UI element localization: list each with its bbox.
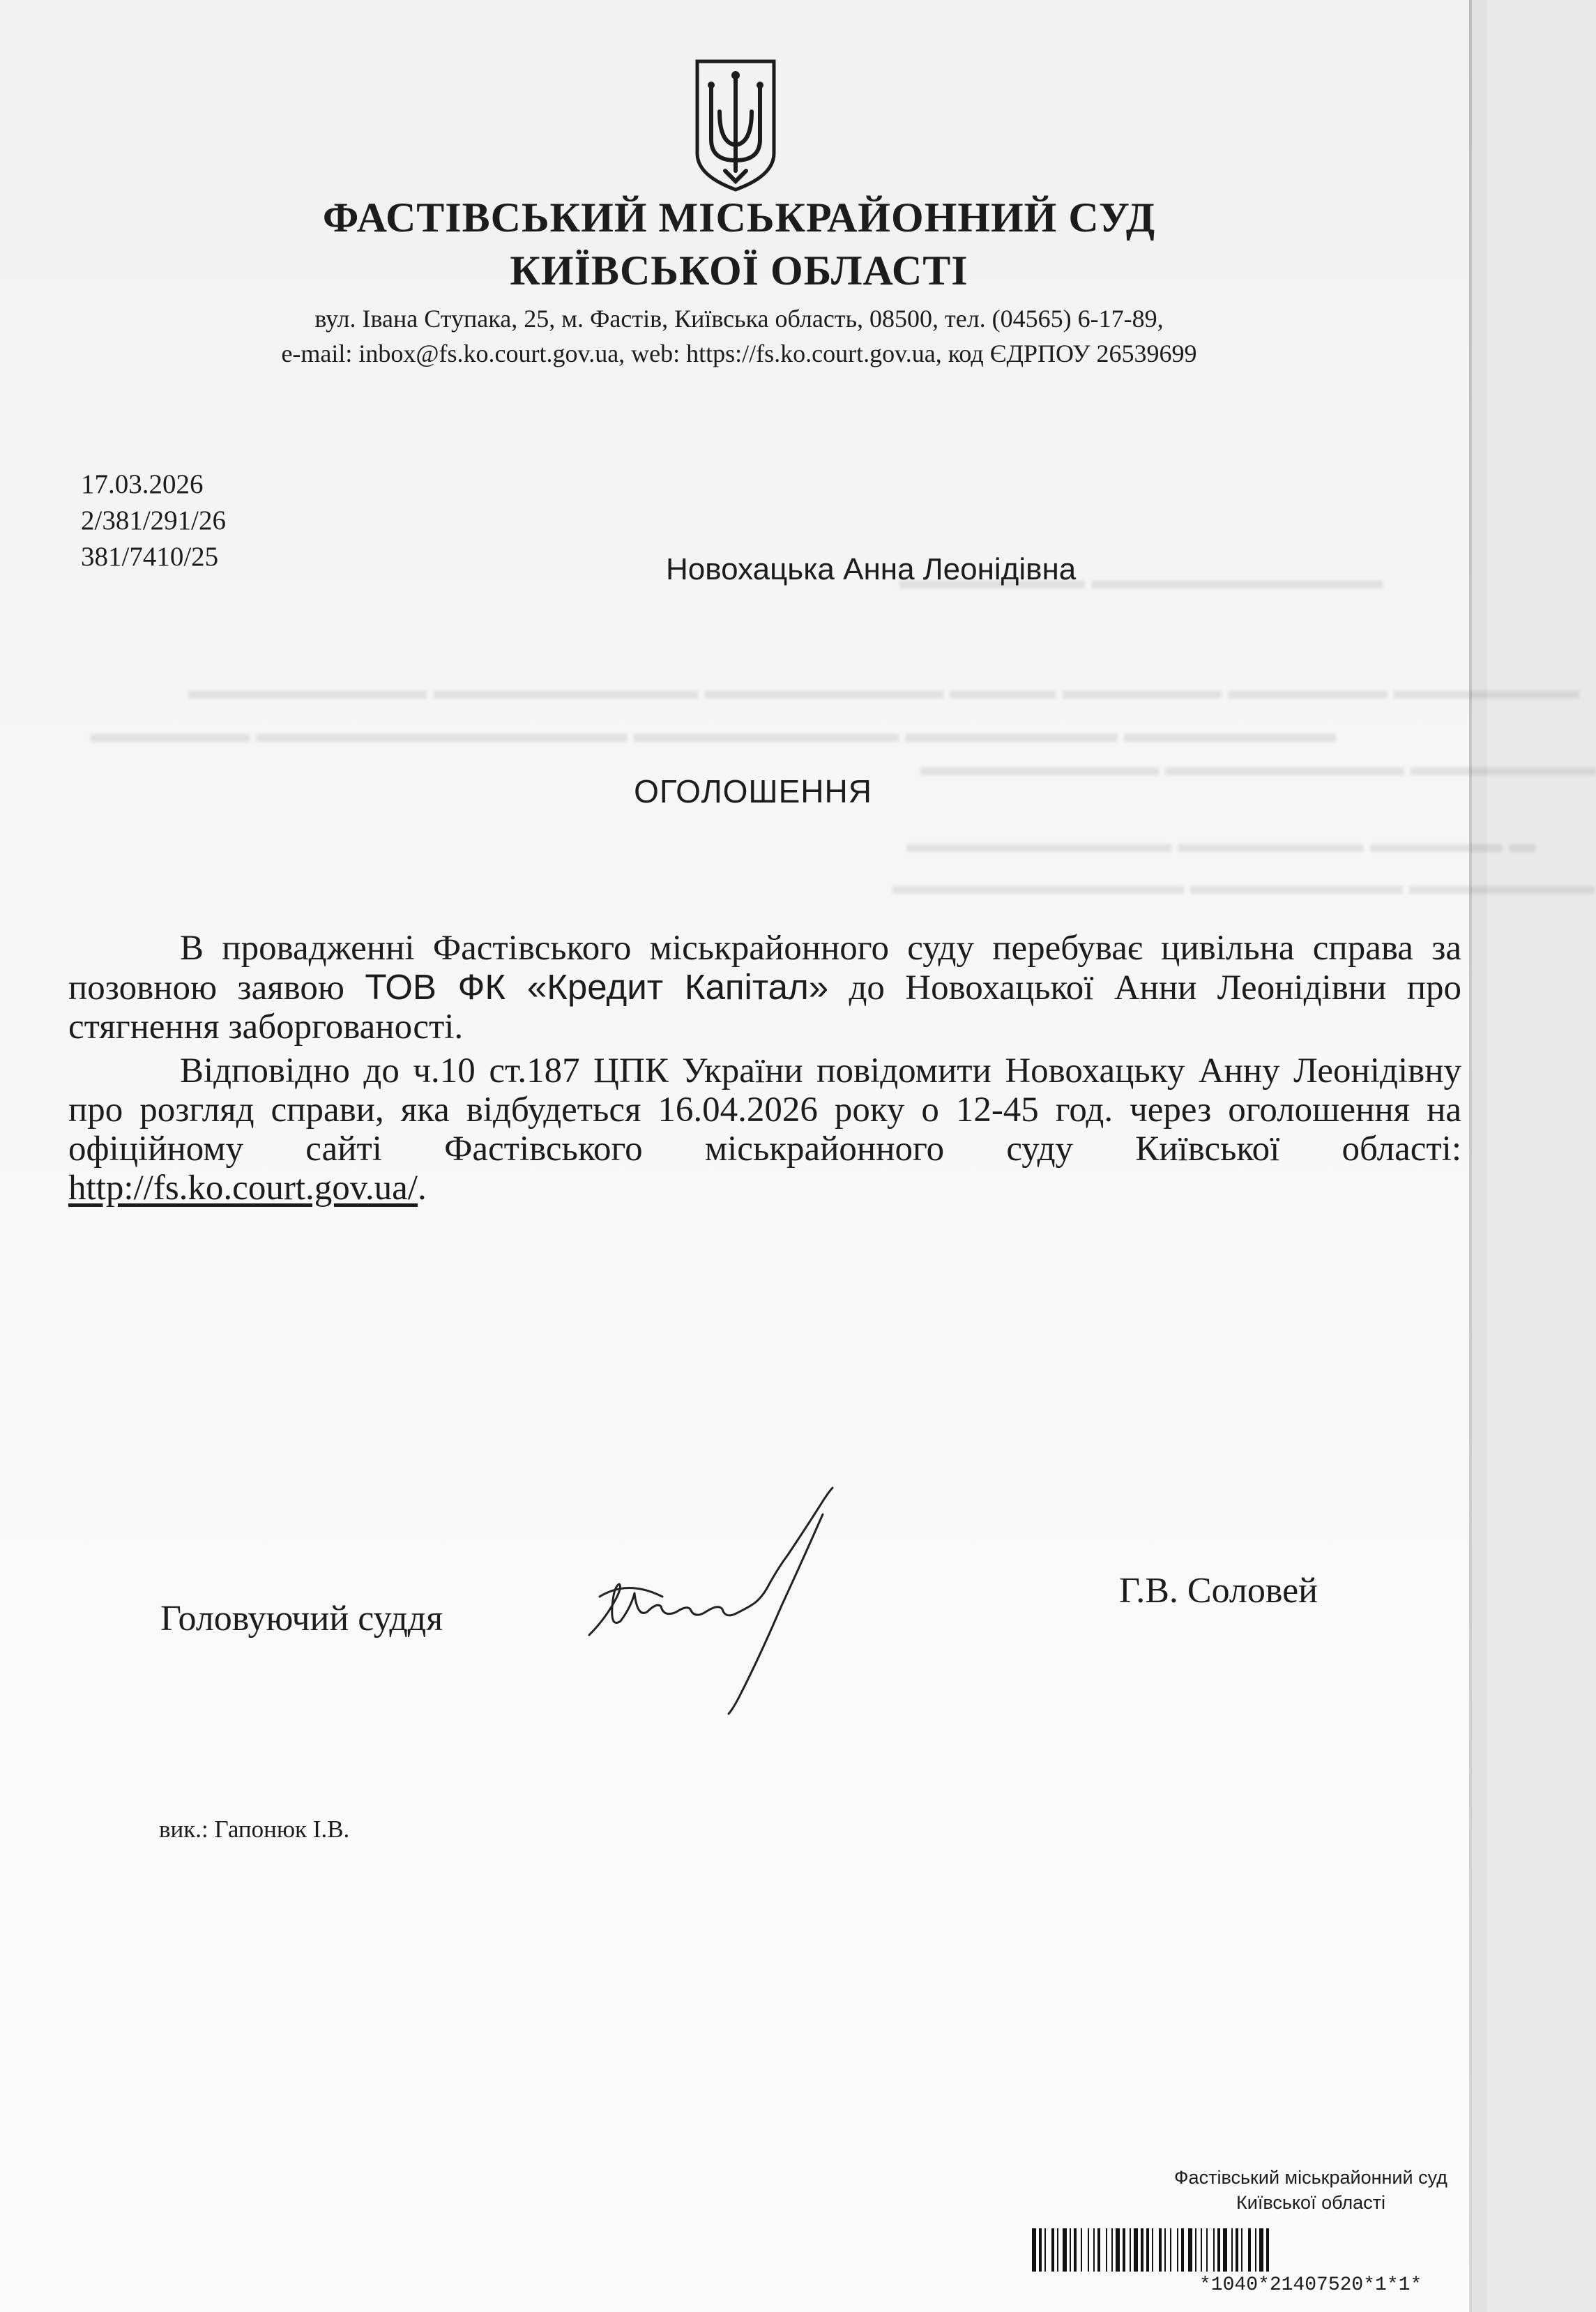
- notice-paragraph-1: [68, 929, 1461, 1047]
- plaintiff-company: ТОВ ФК «Кредит Капітал»: [365, 967, 829, 1007]
- letter-date: 17.03.2026: [81, 469, 204, 499]
- handwritten-signature-icon: [579, 1457, 913, 1736]
- barcode-number: *1040*21407520*1*1*: [1199, 2274, 1422, 2296]
- trident-emblem-icon: [690, 56, 781, 195]
- document-title: ОГОЛОШЕННЯ: [634, 773, 872, 809]
- court-name-line1: ФАСТІВСЬКИЙ МІСЬКРАЙОННИЙ СУД: [322, 195, 1156, 241]
- case-number: 381/7410/25: [81, 542, 219, 572]
- signer-role: Головуючий суддя: [160, 1599, 443, 1638]
- stamp-court-name: Фастівський міськрайонний суд: [1174, 2167, 1447, 2188]
- barcode-icon: [1031, 2226, 1477, 2274]
- paragraph-end: .: [417, 1169, 427, 1208]
- notice-paragraph-2: [68, 1051, 1461, 1208]
- show-through-text: ▬▬▬▬▬▬▬▬▬ ▬▬▬▬▬▬▬▬▬▬ ▬▬▬▬▬▬▬▬▬ ▬▬▬▬ ▬▬▬▬▬▬ ▬▬▬▬▬▬ ▬▬▬▬▬▬▬: [188, 676, 1579, 705]
- executor-name: вик.: Гапонюк І.В.: [159, 1816, 350, 1843]
- paragraph-text: до Новохацької Анни Леонідівни про стягнення заборгованості.: [68, 968, 1461, 1047]
- recipient-name: Новохацька Анна Леонідівна: [666, 552, 1077, 586]
- show-through-text: ▬▬▬▬▬▬▬▬▬ ▬▬▬▬▬▬▬▬▬ ▬▬▬▬▬▬▬: [920, 752, 1596, 782]
- court-address: вул. Івана Ступака, 25, м. Фастів, Київська область, 08500, тел. (04565) 6-17-89,: [314, 305, 1164, 333]
- show-through-text: ▬▬▬▬▬▬▬▬▬▬ ▬▬▬▬▬▬▬ ▬▬▬▬▬ ▬: [906, 829, 1536, 858]
- paragraph-text: Відповідно до ч.10 ст.187 ЦПК України повідомити Новохацьку Анну Леонідівну про розгляд справи, яка відбудеться 16.04.2026 року о 12-45 год. через оголошення на офіційному сайті Фастівського міськрайонного суду Київської області:: [68, 1051, 1461, 1169]
- court-website-link[interactable]: http://fs.ko.court.gov.ua/: [68, 1169, 418, 1208]
- court-name-line2: КИЇВСЬКОЇ ОБЛАСТІ: [510, 248, 968, 294]
- court-contacts: e-mail: inbox@fs.ko.court.gov.ua, web: https://fs.ko.court.gov.ua, код ЄДРПОУ 26539699: [281, 340, 1197, 367]
- paragraph-text: В провадженні Фастівського міськрайонного суду перебуває цивільна справа за позовною заявою: [68, 929, 1461, 1007]
- outgoing-reference: 2/381/291/26: [81, 505, 227, 535]
- judge-name: Г.В. Соловей: [1119, 1571, 1318, 1611]
- stamp-court-region: Київської області: [1236, 2192, 1385, 2213]
- show-through-text: ▬▬▬▬▬▬ ▬▬▬▬▬▬▬▬▬▬▬▬▬▬ ▬▬▬▬▬▬▬▬▬▬ ▬▬▬▬▬▬▬▬ ▬▬▬▬▬▬▬▬: [91, 719, 1336, 748]
- show-through-text: ▬▬▬▬▬▬▬ ▬▬▬▬▬▬▬▬▬▬▬: [899, 565, 1383, 595]
- show-through-text: ▬▬▬▬▬▬▬▬▬▬▬ ▬▬▬▬▬▬▬▬ ▬▬▬▬▬▬▬: [892, 871, 1595, 900]
